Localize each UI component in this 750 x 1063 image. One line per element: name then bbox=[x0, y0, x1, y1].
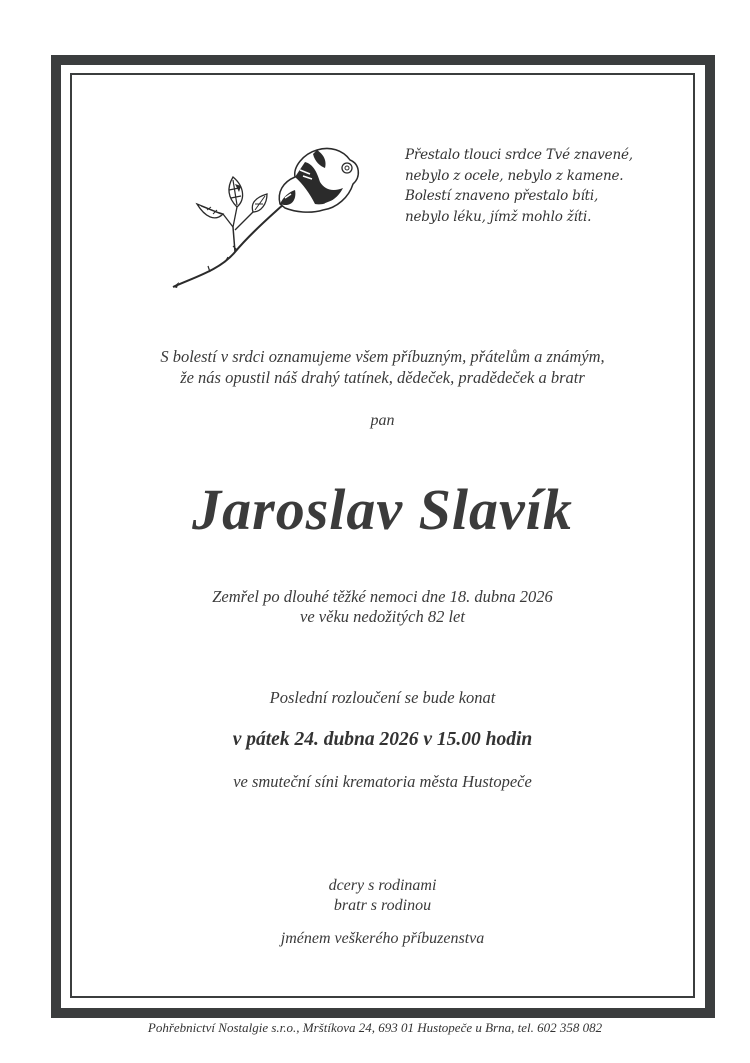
poem-line: Bolestí znaveno přestalo bíti, bbox=[405, 188, 599, 204]
farewell-intro: Poslední rozloučení se bude konat bbox=[269, 688, 496, 707]
intro-line: S bolestí v srdci oznamujeme všem příbuzným, přátelům a známým, bbox=[160, 347, 605, 366]
poem-line: nebylo z ocele, nebylo z kamene. bbox=[405, 167, 624, 184]
rose-icon bbox=[165, 142, 365, 297]
mourner-line: bratr s rodinou bbox=[333, 897, 432, 914]
deceased-name: Jaroslav Slavík bbox=[192, 477, 573, 542]
mourner-line: dcery s rodinami bbox=[328, 877, 437, 894]
death-line: ve věku nedožitých 82 let bbox=[300, 607, 465, 626]
memorial-poem bbox=[405, 145, 665, 227]
poem-line: nebylo léku, jímž mohlo žíti. bbox=[405, 208, 592, 225]
funeral-service-footer: Pohřebnictví Nostalgie s.r.o., Mrštíkova 24, 693 01 Hustopeče u Brna, tel. 602 358 082 bbox=[147, 1020, 603, 1035]
mourners-list bbox=[70, 876, 695, 916]
poem-line: Přestalo tlouci srdce Tvé znavené, bbox=[405, 147, 633, 163]
announcement-intro bbox=[70, 346, 695, 388]
family-line: jménem veškerého příbuzenstva bbox=[280, 930, 485, 947]
honorific: pan bbox=[370, 412, 395, 429]
death-line: Zemřel po dlouhé těžké nemoci dne 18. dubna 2026 bbox=[212, 587, 553, 606]
farewell-place: ve smuteční síni krematoria města Hustopeče bbox=[233, 772, 532, 791]
farewell-datetime: v pátek 24. dubna 2026 v 15.00 hodin bbox=[232, 729, 533, 750]
death-details bbox=[70, 587, 695, 627]
intro-line: že nás opustil náš drahý tatínek, dědeček, pradědeček a bratr bbox=[180, 368, 585, 387]
